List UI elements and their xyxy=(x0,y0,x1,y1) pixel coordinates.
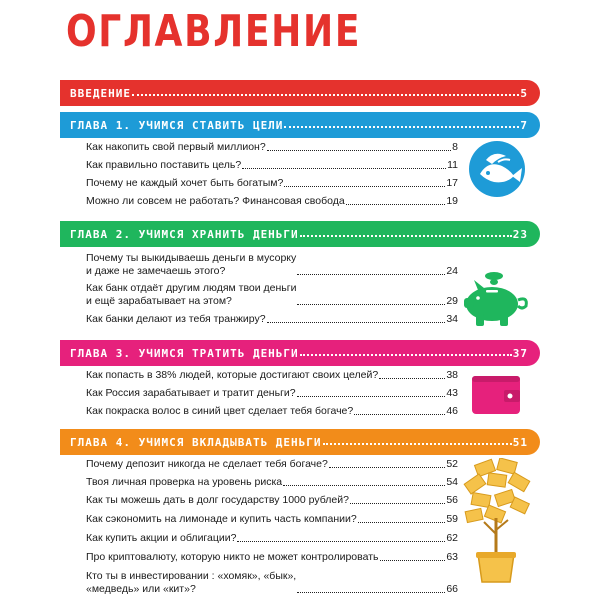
chapter-3-band[interactable] xyxy=(60,340,540,366)
chapter-3-page: 37 xyxy=(512,346,528,360)
toc-entry[interactable] xyxy=(86,551,458,565)
entry-page: 46 xyxy=(446,405,458,417)
leader-dots xyxy=(237,541,445,542)
toc-entry[interactable] xyxy=(86,159,458,173)
entry-text: Как сэкономить на лимонаде и купить часть компании? xyxy=(86,513,357,525)
leader-dots xyxy=(284,119,519,128)
leader-dots xyxy=(329,467,445,468)
toc-intro-band[interactable] xyxy=(60,80,540,106)
leader-dots xyxy=(284,186,445,187)
entry-text: Как купить акции и облигации? xyxy=(86,532,237,544)
toc-entry[interactable] xyxy=(86,476,458,490)
chapter-4-label: ГЛАВА 4. УЧИМСЯ ВКЛАДЫВАТЬ ДЕНЬГИ xyxy=(70,435,322,449)
toc-entry[interactable] xyxy=(86,369,458,383)
intro-page: 5 xyxy=(520,86,528,100)
page-title: ОГЛАВЛЕНИЕ xyxy=(66,6,362,57)
entry-page: 66 xyxy=(446,583,458,595)
toc-entry[interactable] xyxy=(86,532,458,546)
chapter-3-label: ГЛАВА 3. УЧИМСЯ ТРАТИТЬ ДЕНЬГИ xyxy=(70,346,299,360)
toc-entry[interactable] xyxy=(86,282,458,309)
toc-entry[interactable] xyxy=(86,570,458,597)
leader-dots xyxy=(242,168,446,169)
entry-page: 24 xyxy=(446,265,458,277)
chapter-1-band[interactable] xyxy=(60,112,540,138)
entry-line-2: и даже не замечаешь этого? xyxy=(86,265,226,277)
chapter-1-page: 7 xyxy=(520,118,528,132)
entry-page: 11 xyxy=(447,159,458,171)
entry-page: 56 xyxy=(446,494,458,506)
leader-dots xyxy=(300,228,512,237)
chapter-4-band[interactable] xyxy=(60,429,540,455)
entry-page: 52 xyxy=(446,458,458,470)
entry-page: 63 xyxy=(446,551,458,563)
toc-entry[interactable] xyxy=(86,405,458,419)
entry-line-1: Как банк отдаёт другим людям твои деньги xyxy=(86,282,297,294)
leader-dots xyxy=(297,274,445,275)
entry-page: 62 xyxy=(446,532,458,544)
chapter-2-page: 23 xyxy=(512,227,528,241)
chapter-2-label: ГЛАВА 2. УЧИМСЯ ХРАНИТЬ ДЕНЬГИ xyxy=(70,227,299,241)
entry-page: 43 xyxy=(446,387,458,399)
entry-page: 29 xyxy=(446,295,458,307)
entry-page: 59 xyxy=(446,513,458,525)
toc-entry[interactable] xyxy=(86,252,458,279)
toc-entry[interactable] xyxy=(86,195,458,209)
leader-dots xyxy=(379,378,445,379)
entry-line-2: «медведь» или «кит»? xyxy=(86,583,196,595)
toc-entry[interactable] xyxy=(86,313,458,327)
leader-dots xyxy=(267,150,451,151)
toc-entry[interactable] xyxy=(86,494,458,508)
toc-entry[interactable] xyxy=(86,141,458,155)
entry-text: Как Россия зарабатывает и тратит деньги? xyxy=(86,387,296,399)
entry-line-1: Почему ты выкидываешь деньги в мусорку xyxy=(86,252,297,264)
leader-dots xyxy=(297,304,445,305)
wallet-icon xyxy=(470,372,522,416)
entry-text: Про криптовалюту, которую никто не может контролировать xyxy=(86,551,379,563)
leader-dots xyxy=(267,322,446,323)
toc-entry[interactable] xyxy=(86,458,458,472)
entry-text: Как банки делают из тебя транжиру? xyxy=(86,313,266,325)
toc-entry[interactable] xyxy=(86,513,458,527)
leader-dots xyxy=(283,485,445,486)
entry-text xyxy=(86,570,296,596)
chapter-2-band[interactable] xyxy=(60,221,540,247)
entry-text: Как правильно поставить цель? xyxy=(86,159,242,171)
entry-page: 54 xyxy=(446,476,458,488)
leader-dots xyxy=(297,592,445,593)
toc-entry[interactable] xyxy=(86,177,458,191)
entry-page: 17 xyxy=(446,177,458,189)
entry-page: 8 xyxy=(452,141,458,153)
piggy-bank-icon xyxy=(456,270,532,328)
entry-line-2: и ещё зарабатывает на этом? xyxy=(86,295,232,307)
leader-dots xyxy=(354,414,445,415)
toc-entry[interactable] xyxy=(86,387,458,401)
intro-label: ВВЕДЕНИЕ xyxy=(70,86,131,100)
entry-text: Как покраска волос в синий цвет сделает тебя богаче? xyxy=(86,405,354,417)
leader-dots xyxy=(380,560,446,561)
leader-dots xyxy=(350,503,445,504)
entry-text: Твоя личная проверка на уровень риска xyxy=(86,476,283,488)
leader-dots xyxy=(300,347,512,356)
leader-dots xyxy=(297,396,446,397)
entry-text xyxy=(86,252,296,278)
entry-text: Как ты можешь дать в долг государству 1000 рублей? xyxy=(86,494,349,506)
leader-dots xyxy=(358,522,446,523)
leader-dots xyxy=(323,436,512,445)
entry-text: Как накопить свой первый миллион? xyxy=(86,141,266,153)
entry-text: Как попасть в 38% людей, которые достигают своих целей? xyxy=(86,369,379,381)
leader-dots xyxy=(346,204,446,205)
chapter-1-label: ГЛАВА 1. УЧИМСЯ СТАВИТЬ ЦЕЛИ xyxy=(70,118,284,132)
entry-text: Можно ли совсем не работать? Финансовая свобода xyxy=(86,195,345,207)
entry-page: 38 xyxy=(446,369,458,381)
money-tree-icon xyxy=(462,458,534,586)
entry-text: Почему не каждый хочет быть богатым? xyxy=(86,177,284,189)
chapter-4-page: 51 xyxy=(512,435,528,449)
entry-page: 19 xyxy=(446,195,458,207)
entry-text: Почему депозит никогда не сделает тебя богаче? xyxy=(86,458,328,470)
leader-dots xyxy=(132,87,519,96)
fish-icon xyxy=(468,140,526,198)
entry-text xyxy=(86,282,296,308)
entry-line-1: Кто ты в инвестировании : «хомяк», «бык», xyxy=(86,570,297,582)
entry-page: 34 xyxy=(446,313,458,325)
